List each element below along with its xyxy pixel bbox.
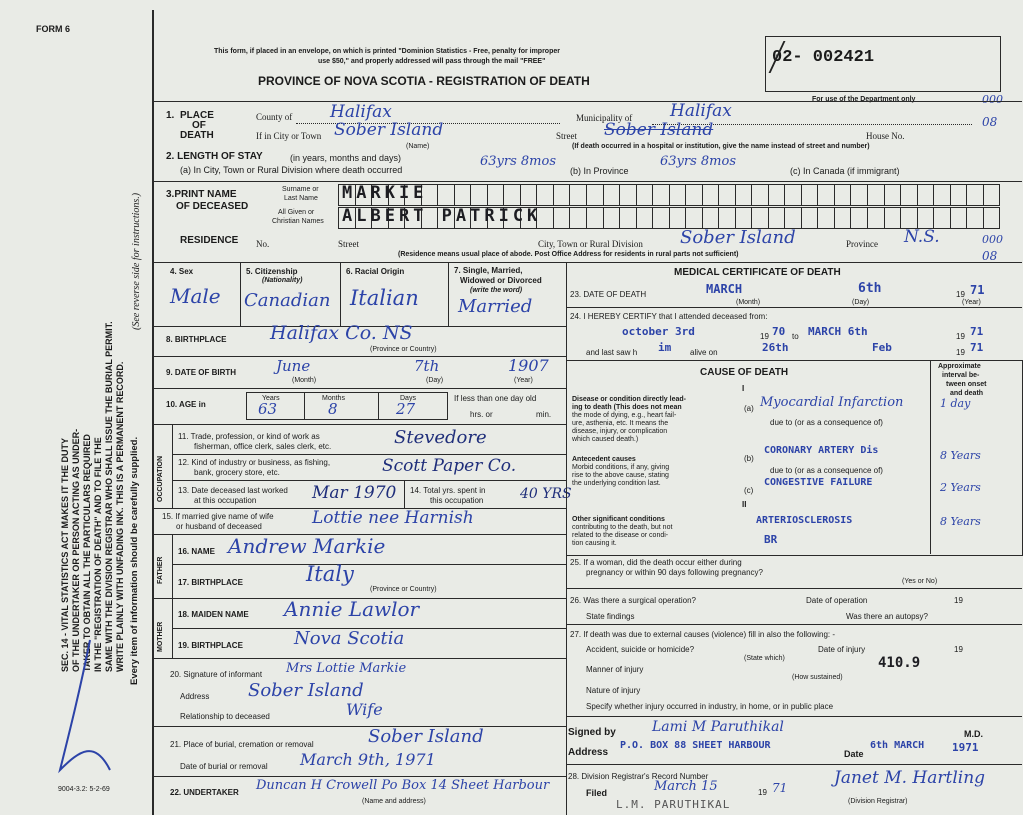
md-label: M.D. [964,729,983,739]
interval-divider [930,360,931,554]
side-text-1: SEC. 14 - VITAL STATISTICS ACT MAKES IT THE DUTY [60,437,70,672]
municipality-value[interactable]: Halifax [670,101,732,121]
city-value[interactable]: Sober Island [334,120,444,140]
sex-label: 4. Sex [170,267,194,276]
cause-a-interval[interactable]: 1 day [940,397,971,410]
dept-code-1: 000 [982,93,1003,106]
cause-b-label: (b) [744,454,754,463]
mother-name-label: 18. MAIDEN NAME [178,610,249,619]
father-side-label: FATHER [157,556,164,584]
s26-year: 19 [954,596,963,605]
stamp-print-name: L.M. PARUTHIKAL [616,798,731,811]
residence-no-label: No. [256,239,270,249]
s15-label-2: or husband of deceased [176,522,262,531]
residence-label: RESIDENCE [180,235,239,246]
racial-origin-value[interactable]: Italian [350,286,419,310]
s26-label: 26. Was there a surgical operation? [570,596,696,605]
s12-value[interactable]: Scott Paper Co. [382,456,517,476]
surname-value[interactable]: MARKIE [342,183,428,203]
burial-date-label: Date of burial or removal [180,762,268,771]
death-year-hint: (Year) [962,299,981,306]
marital-label-2: Widowed or Divorced [460,276,542,285]
to-year-prefix: 19 [956,332,965,341]
medical-title: MEDICAL CERTIFICATE OF DEATH [674,267,841,278]
antecedent-1: Antecedent causes [572,456,636,463]
death-month-hint: (Month) [736,299,761,306]
death-day[interactable]: 6th [858,281,882,296]
informant-address[interactable]: Sober Island [248,680,364,701]
rule-after-header [152,101,1022,102]
s13-label-2: at this occupation [194,496,257,505]
dob-month[interactable]: June [276,357,311,375]
marital-label-1: 7. Single, Married, [454,266,523,275]
s27-manner: Manner of injury [586,665,644,674]
margin-ink-scribble [50,630,130,790]
side-text-5: SAME WITH THE DIVISION REGISTRAR WHO SHALL ISSUE THE BURIAL PERMIT. [104,321,114,672]
s26-autopsy: Was there an autopsy? [846,612,928,621]
attended-to[interactable]: MARCH 6th [808,325,868,338]
s2-hint: (in years, months and days) [290,153,402,163]
form-left-border [152,10,154,815]
other-value-1[interactable]: ARTERIOSCLEROSIS [756,515,853,526]
dob-label: 9. DATE OF BIRTH [166,368,237,377]
age-months-label: Months [322,395,345,402]
dob-year-hint: (Year) [514,377,533,384]
s27-state-hint: (State which) [744,655,785,662]
print-code: 9004-3.2: 5-2-69 [58,786,110,793]
mother-name[interactable]: Annie Lawlor [284,597,420,621]
cause-b[interactable]: CORONARY ARTERY Dis [764,445,879,456]
citizenship-hint: (Nationality) [262,277,303,284]
s15-label-1: 15. If married give name of wife [162,512,274,521]
s27-year: 19 [954,645,963,654]
s1-num: 1. [166,110,175,121]
other-4: tion causing it. [572,540,617,547]
s27-nature: Nature of injury [586,686,641,695]
to-year[interactable]: 71 [970,325,984,338]
last-saw-him[interactable]: im [658,341,672,354]
rule-s20-top [152,658,566,659]
residence-city-label: City, Town or Rural Division [538,239,643,249]
rule-s4-top [152,262,1022,263]
given-label-1: All Given or [278,209,315,216]
last-saw-label: and last saw h [586,348,638,357]
hospital-note: (If death occurred in a hospital or institution, give the name instead of street and number) [572,143,870,150]
residence-province-label: Province [846,239,878,249]
city-label: If in City or Town [256,131,322,141]
rule-s24-top [566,307,1022,308]
age-less-3: min. [536,410,552,419]
from-year-prefix: 19 [760,332,769,341]
s2-b-value[interactable]: 63yrs 8mos [660,154,737,169]
s27-how-hint: (How sustained) [792,674,843,681]
surname-label-2: Last Name [284,195,318,202]
roman-ii: II [742,500,747,509]
registrar-signature[interactable]: Janet M. Hartling [834,768,986,788]
municipality-label: Municipality of [576,113,633,123]
s2-c-label: (c) In Canada (if immigrant) [790,166,900,176]
interval-head-1: Approximate [938,363,981,370]
occupation-side-label: OCCUPATION [157,455,164,502]
death-year[interactable]: 71 [970,283,985,297]
last-saw-day[interactable]: 26th [762,341,789,354]
marital-value[interactable]: Married [458,296,533,317]
burial-place-label: 21. Place of burial, cremation or removal [170,740,314,749]
rule-s12-top [172,454,566,455]
s12-label-2: bank, grocery store, etc. [194,468,280,477]
death-day-hint: (Day) [852,299,870,306]
undertaker-hint: (Name and address) [362,798,426,805]
surname-grid [338,184,1000,206]
filed-date[interactable]: March 15 [654,779,718,794]
surname-label-1: Surname or [282,186,319,193]
s14-value[interactable]: 40 YRS [520,486,572,502]
intro-line-1: This form, if placed in an envelope, on which is printed "Dominion Statistics - Free, penalty for improper [214,48,560,55]
residence-city-value[interactable]: Sober Island [680,227,796,248]
certify-label: 24. I HEREBY CERTIFY that I attended deceased from: [570,312,768,321]
informant-address-label: Address [180,692,210,701]
disease-3: the mode of dying, e.g., heart fail- [572,412,677,419]
s27-specify: Specify whether injury occurred in industry, in home, or in public place [586,702,834,711]
attended-from[interactable]: october 3rd [622,325,695,338]
rule-signed-top [566,716,1022,717]
cause-c[interactable]: CONGESTIVE FAILURE [764,477,873,488]
s14-label-1: 14. Total yrs. spent in [410,486,486,495]
city-name-hint: (Name) [406,143,430,150]
s26-date: Date of operation [806,596,868,605]
county-label: County of [256,112,293,122]
alive-on-label: alive on [690,348,718,357]
s15-value[interactable]: Lottie nee Harnish [312,508,474,528]
filed-label: Filed [586,788,608,798]
given-value[interactable]: ALBERT PATRICK [342,206,542,226]
death-year-prefix: 19 [956,290,965,299]
burial-date[interactable]: March 9th, 1971 [300,750,436,769]
citizenship-value[interactable]: Canadian [244,290,331,311]
side-text-7: Every item of information should be carefully supplied. [129,436,140,685]
interval-head-3: tween onset [946,381,987,388]
cause-a[interactable]: Myocardial Infarction [760,395,904,410]
father-side-divider [172,534,173,598]
physician-address[interactable]: P.O. BOX 88 SHEET HARBOUR [620,740,771,751]
birthplace-hint: (Province or Country) [370,346,437,353]
side-text-2: OF THE UNDERTAKER OR PERSON ACTING AS UNDER- [71,428,81,672]
side-text-4: IN THE "REGISTRATION OF DEATH" AND TO FILE THE [93,437,103,672]
rule-s3-top [152,181,1022,182]
dept-use-label: For use of the Department only [812,96,916,103]
dob-year[interactable]: 1907 [508,356,549,375]
divider-4-5 [240,262,241,326]
dob-day[interactable]: 7th [414,357,440,375]
side-text-8: (See reverse side for instructions.) [131,192,142,330]
s27-date: Date of injury [818,645,866,654]
registration-number-box [765,36,1001,92]
age-years[interactable]: 63 [258,400,278,418]
s12-label-1: 12. Kind of industry or business, as fishing, [178,458,331,467]
other-3: related to the disease or condi- [572,532,669,539]
s11-label-1: 11. Trade, profession, or kind of work as [178,432,320,441]
s13-label-1: 13. Date deceased last worked [178,486,288,495]
rule-s27-top [566,624,1022,625]
cause-title: CAUSE OF DEATH [700,367,789,378]
rule-s13-top [172,480,566,481]
rule-s28-top [566,764,1022,765]
age-days[interactable]: 27 [396,400,416,418]
age-less-1: If less than one day old [454,394,537,403]
s2-a-value[interactable]: 63yrs 8mos [480,154,557,169]
s26-findings: State findings [586,612,635,621]
father-birthplace-hint: (Province or Country) [370,586,437,593]
to-label: to [792,332,799,341]
age-years-label: Years [262,395,280,402]
date-of-death-label: 23. DATE OF DEATH [570,290,647,299]
relationship-value[interactable]: Wife [346,700,383,719]
other-2: contributing to the death, but not [572,524,673,531]
divider-6-7 [448,262,449,326]
due-to-a: due to (or as a consequence of) [770,418,883,427]
street-value[interactable]: Sober Island [604,120,714,140]
signed-date[interactable]: 6th MARCH [870,740,925,751]
age-days-label: Days [400,395,416,402]
father-birthplace[interactable]: Italy [306,562,354,586]
side-text-3: TAKER TO OBTAIN ALL THE PARTICULARS REQUIRED [82,434,92,672]
s2-label: 2. LENGTH OF STAY [166,151,263,162]
residence-province-value[interactable]: N.S. [904,227,940,247]
disease-2: ing to death (This does not mean [572,404,682,411]
cause-b-interval[interactable]: 8 Years [940,449,981,462]
age-label: 10. AGE in [166,400,206,409]
mother-birthplace-label: 19. BIRTHPLACE [178,641,243,650]
registrar-hint: (Division Registrar) [848,798,908,805]
last-saw-month[interactable]: Feb [872,341,892,354]
death-month[interactable]: MARCH [706,282,743,296]
due-to-b: due to (or as a consequence of) [770,466,883,475]
rule-s21-top [152,726,566,727]
s3-label-2: OF DECEASED [176,201,249,212]
form-number: FORM 6 [36,24,71,34]
signed-address-label: Address [568,747,609,758]
filed-year-prefix: 19 [758,788,767,797]
physician-signature[interactable]: Lami M Paruthikal [652,719,784,735]
dept-code-4: 08 [982,249,998,263]
dob-day-hint: (Day) [426,377,444,384]
s1-label-1: PLACE [180,110,214,121]
mother-birthplace[interactable]: Nova Scotia [294,628,405,649]
informant-signature[interactable]: Mrs Lottie Markie [286,661,407,676]
interval-head-2: interval be- [942,372,980,379]
given-label-2: Christian Names [272,218,324,225]
antecedent-3: rise to the above cause, stating [572,472,669,479]
age-months[interactable]: 8 [328,400,338,418]
s14-label-2: this occupation [430,496,484,505]
age-div-2 [378,392,379,420]
residence-note: (Residence means usual place of abode. Post Office Address for residents in rural parts not sufficient) [398,251,739,258]
racial-origin-label: 6. Racial Origin [346,267,405,276]
undertaker-label: 22. UNDERTAKER [170,788,239,797]
s1-label-3: DEATH [180,130,214,141]
s25-hint: (Yes or No) [902,578,938,585]
roman-i: I [742,384,745,393]
rule-occ-top [152,424,566,425]
marital-hint: (write the word) [470,287,523,294]
s11-label-2: fisherman, office clerk, sales clerk, etc. [194,442,332,451]
father-birthplace-label: 17. BIRTHPLACE [178,578,243,587]
s27-accident: Accident, suicide or homicide? [586,645,695,654]
age-div-1 [304,392,305,420]
disease-1: Disease or condition directly lead- [572,396,686,403]
s13-value[interactable]: Mar 1970 [312,483,397,503]
form-title: PROVINCE OF NOVA SCOTIA - REGISTRATION OF DEATH [258,74,590,88]
from-year[interactable]: 70 [772,325,786,338]
s28-label: 28. Division Registrar's Record Number [568,772,709,781]
undertaker-value[interactable]: Duncan H Crowell Po Box 14 Sheet Harbour [256,778,550,793]
burial-place[interactable]: Sober Island [368,726,484,747]
cause-c-interval[interactable]: 2 Years [940,481,981,494]
dob-month-hint: (Month) [292,377,317,384]
house-no-label: House No. [866,131,905,141]
county-value[interactable]: Halifax [330,102,392,122]
antecedent-4: the underlying condition last. [572,480,661,487]
registration-number: 02- 002421 [772,48,875,67]
filed-year[interactable]: 71 [772,781,788,795]
s27-code[interactable]: 410.9 [878,655,921,671]
rule-s10-top [152,388,566,389]
s2-b-label: (b) In Province [570,166,629,176]
cause-a-label: (a) [744,404,754,413]
sex-value[interactable]: Male [170,284,221,308]
s25-label-2: pregnancy or within 90 days following pregnancy? [586,568,763,577]
signed-date-label: Date [844,749,864,759]
dept-code-3: 000 [982,233,1003,246]
signed-year[interactable]: 1971 [952,741,979,754]
street-label: Street [556,131,577,141]
cause-c-label: (c) [744,486,754,495]
father-name[interactable]: Andrew Markie [228,534,386,558]
informant-label: 20. Signature of informant [170,670,263,679]
age-less-2: hrs. or [470,410,493,419]
s11-value[interactable]: Stevedore [394,427,487,448]
s25-label-1: 25. If a woman, did the death occur either during [570,558,742,567]
dept-code-2: 08 [982,115,998,129]
s27-label: 27. If death was due to external causes (violence) fill in also the following: - [570,630,836,639]
antecedent-2: Morbid conditions, if any, giving [572,464,670,471]
occ-side-divider [172,424,173,508]
birthplace-label: 8. BIRTHPLACE [166,335,227,344]
disease-5: disease, injury, or complication [572,428,668,435]
s3-label-1: 3.PRINT NAME [166,189,237,200]
birthplace-value[interactable]: Halifax Co. NS [270,322,413,344]
relationship-label: Relationship to deceased [180,712,270,721]
divider-5-6 [340,262,341,326]
other-1: Other significant conditions [572,516,665,523]
rule-s22-top [152,776,566,777]
last-year[interactable]: 71 [970,341,984,354]
citizenship-label: 5. Citizenship [246,267,298,276]
other-interval[interactable]: 8 Years [940,515,981,528]
disease-6: which caused death.) [572,436,639,443]
s1-label-2: OF [192,120,206,131]
signed-label: Signed by [568,727,616,738]
side-text-6: WRITE PLAINLY WITH UNFADING INK. THIS IS A PERMANENT RECORD. [115,361,125,672]
rule-s17-top [172,564,566,565]
father-name-label: 16. NAME [178,547,215,556]
rule-s9-top [152,356,566,357]
interval-head-4: and death [950,390,984,397]
residence-street-label: Street [338,239,359,249]
last-year-prefix: 19 [956,348,965,357]
s2-a-label: (a) In City, Town or Rural Division where death occurred [180,165,403,175]
intro-line-2: use $50," and properly addressed will pass through the mail "FREE" [318,58,546,65]
s13-s14-divider [404,480,405,508]
other-value-2[interactable]: BR [764,533,778,546]
disease-4: ure, asthenia, etc. It means the [572,420,669,427]
mother-side-label: MOTHER [157,621,164,652]
rule-s26-top [566,588,1022,589]
